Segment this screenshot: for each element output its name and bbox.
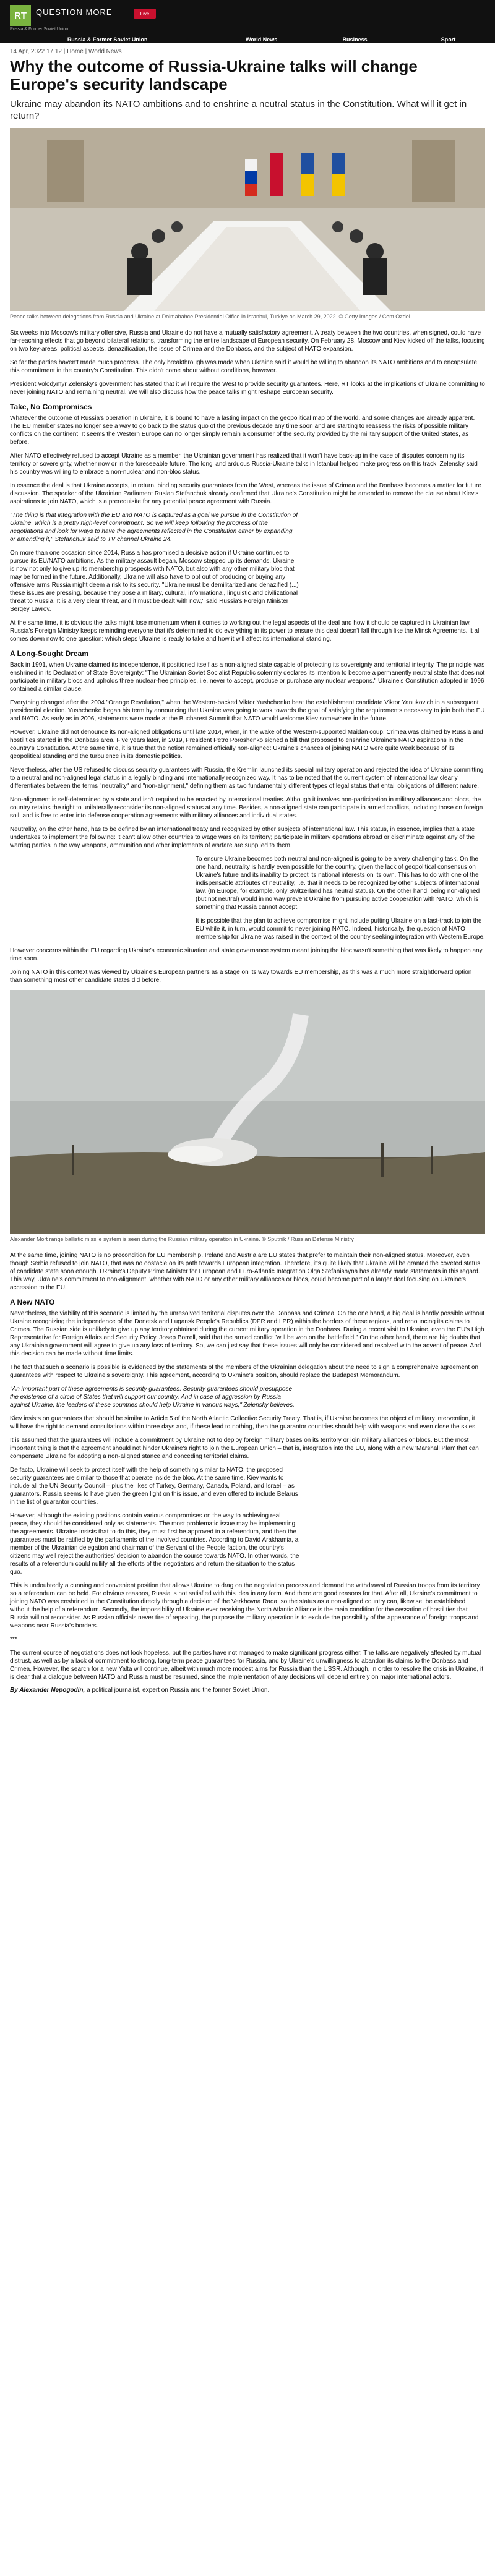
section-heading: A New NATO (10, 1298, 55, 1307)
site-header (0, 0, 495, 35)
paragraph: Neutrality, on the other hand, has to be defined by an international treaty and recognized by other subjects of international law. This status, in essence, implies that a state undertakes to implement the following: it can't allow other countries to wage wars on its territory; participate in military operations abroad or discriminate against any of the warring parties in the way weapons, ammunition and other implements of warfare are supplied to them. (10, 826, 475, 849)
breadcrumb-section[interactable]: World News (88, 48, 122, 55)
nav-item-world-news[interactable]: World News (245, 36, 278, 43)
article-body (10, 329, 485, 984)
article-title: Why the outcome of Russia-Ukraine talks will change Europe's security landscape (10, 57, 418, 93)
missile-photo (10, 990, 485, 1234)
paragraph: Six weeks into Moscow's military offensive, Russia and Ukraine do not have a mutually satisfactory agreement. A treaty between the two countries, when signed, could have far-reaching effects that go beyond bilateral relations, transforming the entire landscape of European security. On February 28, Moscow and Kiev kicked off the talks, focusing on two key-areas: political aspects, denazification, the issue of Crimea and the Donbass, and the subject of NATO expansion. (10, 330, 485, 352)
photo-caption: Alexander Mort range ballistic missile system is seen during the Russian military operation in Ukraine. © Sputnik / Russian Defense Ministry (10, 1236, 354, 1242)
photo-caption: Peace talks between delegations from Russia and Ukraine at Dolmabahce Presidential Office in Istanbul, Turkiye on March 29, 2022. © Getty Images / Cem Ozdel (10, 313, 410, 320)
paragraph: Whatever the outcome of Russia's operation in Ukraine, it is bound to have a lasting impact on the geopolitical map of the world, and some changes are already apparent. The EU member states no longer see a way to go back to the status quo of the previous decade any time soon and are starting to reassess the risks of possible military conflicts on the continent. It seems the Western Europe can no longer simply remain a consumer of the security provided by the military support of the United States, as before. (10, 415, 475, 446)
nav-item-sport[interactable]: Sport (441, 36, 456, 43)
paragraph: Nevertheless, after the US refused to discuss security guarantees with Russia, the Kremlin launched its special military operation and rejected the idea of Ukraine committing to a neutral and non-aligned legal status in a legally binding and internationally recognized way. It has to be noted that the current system of international law clearly differentiates between the terms "neutrality" and "non-alignment," defining them as two fundamentally different types of legal status that entail obligations of different nature. (10, 767, 484, 790)
site-logo[interactable]: RT (10, 5, 31, 26)
author-byline (10, 1687, 485, 1694)
paragraph: After NATO effectively refused to accept Ukraine as a member, the Ukrainian government has realized that it won't have back-up in the case of disputes concerning its territory or sovereignty, whether now or in the foreseeable future. The long' and arduous Russia-Ukraine talks in Istanbul helped make progress on this track: Zelensky said his country was willing to embrace a non-nuclear and non-bloc status. (10, 453, 478, 476)
article-meta: 14 Apr, 2022 17:12 | Home | World News (10, 48, 122, 55)
paragraph: The fact that such a scenario is possible is evidenced by the statements of the members of the Ukrainian delegation about the need to sign a comprehensive agreement on guarantees with respect to Ukraine's sovereignty. This agreement, according to Ukraine's position, should replace the Budapest Memorandum. (10, 1364, 479, 1379)
main-nav (0, 35, 495, 43)
paragraph: Nevertheless, the viability of this scenario is limited by the unresolved territorial disputes over the Donbass and Crimea. On the one hand, a big deal is hardly possible without Ukraine recognizing the independence of the Donetsk and Lugansk People's Republics (DPR and LPR) within the borders of these regions, and renouncing its claims to Crimea. The Russian side is unlikely to give up any territory obtained during the current military operation in the Donbass. During a recent visit to Ukraine, even the EU's High Representative for Foreign Affairs and Security Policy, Josep Borrell, said that the armed conflict "will be won on the battlefield." On the other hand, there are big doubts that any Ukrainian government will agree to give up any loss of territory. So, we can just say that these issues will only be considered and resolved with the advent of peace. And this decision can be made without time limits. (10, 1310, 485, 1357)
paragraph: However, although the existing positions contain various compromises on the way to achieving real peace, they should be considered only as statements. The most problematic issue may be implementing the agreements. Ukraine insists that to do this, they must first be approved in a referendum, and then the guarantees must be ratified by the parliaments of the involved countries. According to David Arakhamia, a member of the Ukrainian delegation and chairman of the Servant of the People faction, the country's citizens may well reject the authorities' decision to abandon the course towards NATO. In other words, the results of a referendum could nullify all the efforts of the negotiators and return the situation to the status quo. (10, 1512, 299, 1576)
paragraph: It is possible that the plan to achieve compromise might include putting Ukraine on a fast-track to join the EU while it, in turn, would commit to never joining NATO. Indeed, historically, the question of NATO membership for Ukraine was raised in the context of the country seeking integration with Western Europe. (196, 918, 485, 940)
article-body-2 (10, 1252, 485, 1681)
paragraph: In essence the deal is that Ukraine accepts, in return, binding security guarantees from the West, whereas the issue of Crimea and the Donbass becomes a matter for future discussion. The speaker of the Ukrainian Parliament Ruslan Stefanchuk already confirmed that Ukraine's Constitution might be amended to remove the clause about Kiev's aspirations to join NATO, which is a prerequisite for any potential peace agreement with Russia. (10, 482, 481, 505)
publish-date: 14 Apr, 2022 17:12 (10, 48, 62, 55)
paragraph: Back in 1991, when Ukraine claimed its independence, it positioned itself as a non-aligned state capable of protecting its sovereignty and territorial integrity. The principle was enshrined in its Declaration of State Sovereignty: "The Ukrainian Soviet Socialist Republic solemnly declares its intention to become a permanently neutral state that does not participate in military blocs and upholds three nuclear-free principles, i.e. never to accept, produce or purchase any nuclear weapons." Ukraine's Constitution adopted in 1996 contained a similar clause. (10, 662, 485, 693)
paragraph: The current course of negotiations does not look hopeless, but the parties have not managed to make significant progress either. The talks are negatively affected by mutual distrust, as well as by a lack of commitment to strong, long-term peace guarantees for Russia, and by Ukraine's unwillingness to abandon its claims to the Donbass and Crimea. However, the search for a new Yalta will continue, albeit with much more modest aims for Russia than the USSR. Although, in order to resolve the crisis in Ukraine, it is clear that a dialogue between NATO and Russia must be resumed, since the implementation of any decisions will depend entirely on major international actors. (10, 1650, 483, 1681)
paragraph: It is assumed that the guarantees will include a commitment by Ukraine not to deploy foreign military bases on its territory or join military alliances or blocs. But the most important thing is that the agreement should not hinder Ukraine's right to join the European Union – that is, integration into the EU, along with a new 'Marshall Plan' that can compensate Ukraine for adopting a non-aligned stance and conceding territorial claims. (10, 1437, 479, 1460)
paragraph: Everything changed after the 2004 "Orange Revolution," when the Western-backed Viktor Yushchenko beat the establishment candidate Viktor Yanukovich in a subsequent presidential election. Yushchenko began his term by announcing that Ukraine was going to work towards the goal of satisfying the requirements necessary to join both the EU and NATO. As early as in 2006, statements were made at the Bucharest Summit that NATO would welcome Kiev somewhere in the future. (10, 699, 485, 722)
paragraph: President Volodymyr Zelensky's government has stated that it will require the West to provide security guarantees. Here, RT looks at the implications of Ukraine committing to never joining NATO and remaining neutral. We will also discuss how the peace talks might reshape European security. (10, 381, 485, 396)
author-bio: a political journalist, expert on Russia and the former Soviet Union. (85, 1687, 270, 1694)
paragraph: This is undoubtedly a cunning and convenient position that allows Ukraine to drag on the negotiation process and demand the withdrawal of Russian troops from its territory so a referendum can be held. For obvious reasons, Russia is not satisfied with this idea in any form. And there are good reasons for that. After all, Ukraine's commitment to joining NATO was enshrined in the Constitution directly through a decision of the Verkhovna Rada, so the status as a non-aligned country can, likewise, be established without the help of a referendum. Secondly, the impossibility of Ukraine ever receiving the North Atlantic Alliance is the main condition for the cessation of hostilities that Russia will not reconsider. As Russian officials never tire of repeating, the purpose the military operation is to exclude the possibility of the appearance of foreign troops and weapons near Russia's borders. (10, 1582, 480, 1629)
paragraph: On more than one occasion since 2014, Russia has promised a decisive action if Ukraine continues to pursue its EU/NATO ambitions. As the military assault began, Moscow stepped up its demands. Ukraine is now not only to give up its membership prospects with NATO, but also with any other military bloc that may be formed in the future. Additionally, Ukraine will also have to opt out of producing or buying any offensive arms Russia might deem a risk to its security. "Ukraine must be demilitarized and denazified (...) these issues are pressing, because they pose a military, cultural, informational, linguistic and civilizational threat to Russia. It is a very clear threat, and it must be dealt with now," said Russia's Foreign Minister Sergey Lavrov. (10, 550, 299, 613)
live-button[interactable]: Live (134, 9, 156, 19)
paragraph: However, Ukraine did not denounce its non-aligned obligations until late 2014, when, in the wake of the Western-supported Maidan coup, Crimea was claimed by Russia and hostilities started in the Donbass area. Five years later, in 2019, President Petro Poroshenko signed a bill that proposed to enshrine Ukraine's NATO aspirations in the country's Constitution. At the same time, it is true that the notion remained officially non-aligned: Ukraine's chances of joining NATO were quite weak because of its geopolitical standing and the turbulence in its domestic politics. (10, 729, 483, 760)
paragraph: At the same time, joining NATO is no precondition for EU membership. Ireland and Austria are EU states that prefer to maintain their non-aligned status. Moreover, even though Serbia refused to join NATO, that was no obstacle on its path towards European integration. Therefore, it's quite likely that Ukraine will be granted the coveted status of candidate state soon enough. Ukraine's Deputy Prime Minister for European and Euro-Atlantic Integration Olga Stefanishyna has already made statements in this regard. This way, Ukraine's commitment to non-alignment, whether with NATO or any other military alliances or blocs, could become part of a larger deal focusing on Ukraine's accession to the EU. (10, 1252, 481, 1291)
separator: *** (10, 1636, 17, 1643)
paragraph: Kiev insists on guarantees that should be similar to Article 5 of the North Atlantic Collective Security Treaty. That is, if Ukraine becomes the object of military intervention, it will have the right to demand consultations within three days and, if these lead to nothing, then the guarantor countries should help with weapons and even close the skies. (10, 1415, 477, 1430)
paragraph: However concerns within the EU regarding Ukraine's economic situation and state governance system meant joining the bloc wasn't something that was likely to happen any time soon. (10, 947, 483, 962)
nav-item-russia[interactable]: Russia & Former Soviet Union (67, 36, 148, 43)
paragraph: Non-alignment is self-determined by a state and isn't required to be enacted by international treaties. Although it involves non-participation in military alliances and blocs, the country retains the right to unilaterally reconsider its non-aligned status at any time. Besides, a non-aligned state can participate in armed conflicts, including those on foreign soil, and is free to enter into defense cooperation agreements with military alliances and individual states. (10, 796, 483, 819)
paragraph: De facto, Ukraine will seek to protect itself with the help of something similar to NATO: the proposed security guarantees are similar to those that operate inside the bloc. At the same time, Kiev wants to include all the UN Security Council – plus the likes of Turkey, Germany, Canada, Poland, and Israel – as guarantors. Russia seems to have given the green light on this issue, and even offered to include Belarus in the list of guarantor countries. (10, 1467, 298, 1506)
network-label: Russia & Former Soviet Union (10, 27, 69, 32)
paragraph: Joining NATO in this context was viewed by Ukraine's European partners as a stage on its way towards EU membership, as this was a much more straightforward option than something most other candidate states did before. (10, 969, 472, 984)
paragraph: So far the parties haven't made much progress. The only breakthrough was made when Ukraine said it would be willing to abandon its NATO ambitions and to encapsulate this commitment in the country's Constitution. This didn't come about without conditions, however. (10, 359, 478, 374)
brand-tagline: QUESTION MORE (36, 7, 113, 17)
quote: "An important part of these agreements is security guarantees. Security guarantees should presuppose the existence of a circle of States that will support our country. And in case of aggression by Russia against Ukraine, the leaders of these countries should help Ukraine in various ways," Zelensky believes. (10, 1386, 295, 1409)
section-heading: A Long-Sought Dream (10, 649, 88, 658)
paragraph: To ensure Ukraine becomes both neutral and non-aligned is going to be a very challenging task. On the one hand, neutrality is hardly even possible for the country, given the lack of geopolitical consensus on Ukraine's future and its inability to protect its national interests on its own. This has to do with one of the indispensable attributes of neutrality, i.e. that it needs to be recognized by other subjects of international law. (In Europe, for example, only Switzerland has neutral status). On the other hand, being non-aligned (but not neutral) would in no way prevent Ukraine from pursuing active cooperation with NATO, which is something that Russia cannot accept. (196, 856, 480, 911)
talks-photo (10, 128, 485, 311)
breadcrumb-home[interactable]: Home (67, 48, 84, 55)
paragraph: At the same time, it is obvious the talks might lose momentum when it comes to working out the legal aspects of the deal and how it should be captured in Ukrainian law. Russia's Foreign Ministry keeps reminding everyone that it's determined to do everything in its power to ensure this deal doesn't fall through like the Minsk Agreements. It all comes down now to one question: which steps Ukraine is ready to take and how it will affect its international standing. (10, 620, 481, 642)
article-container (0, 48, 495, 1694)
article-lead: Ukraine may abandon its NATO ambitions and to enshrine a neutral status in the Constitution. What will it get in return? (10, 99, 467, 121)
quote: "The thing is that integration with the EU and NATO is captured as a goal we pursue in the Constitution of Ukraine, which is a pretty high-level commitment. So we will keep following the progress of the negotiations and look for ways to have the agreements reflected in the Constitution either by expanding or amending it," Stefanchuk said to TV channel Ukraine 24. (10, 512, 298, 543)
section-heading: Take, No Compromises (10, 403, 92, 411)
nav-item-business[interactable]: Business (342, 36, 368, 43)
author-name: By Alexander Nepogodin, (10, 1687, 85, 1694)
